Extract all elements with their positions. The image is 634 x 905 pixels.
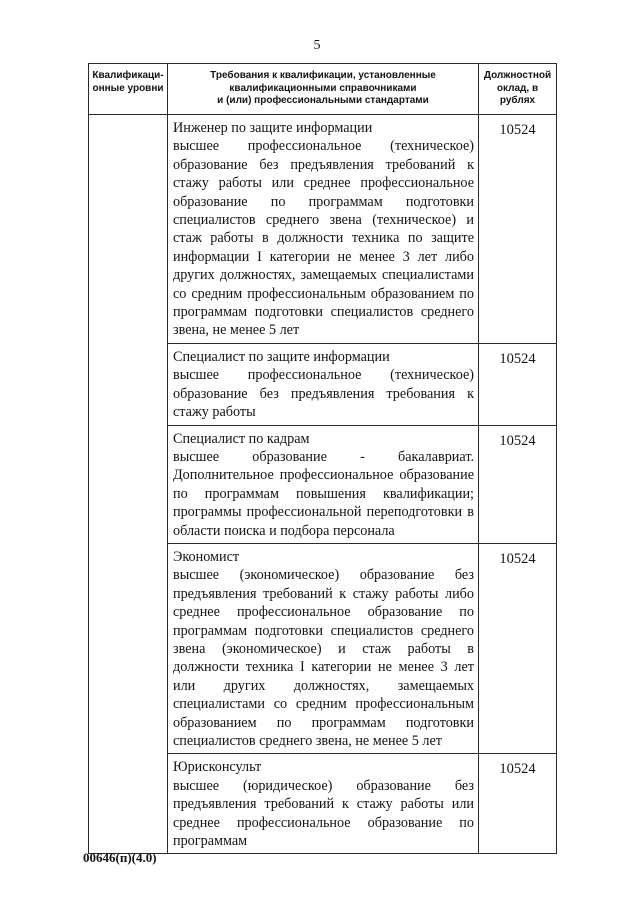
position-title: Инженер по защите информации [173,120,373,136]
salary-cell: 10524 [479,425,557,543]
table-header-row [89,64,557,115]
position-title: Специалист по кадрам [173,430,310,447]
position-title: Юрисконсульт [173,759,262,776]
level-cell [89,115,168,854]
position-requirements: высшее (юридическое) образование без предъявления требований к стажу работы или среднее профессиональное образование по программам [173,777,474,850]
position-requirements: высшее профессиональное (техническое) образование без предъявления требований к стажу работы или среднее профессиональное образование по программам подготовки специалистов среднего звена (техническое) и стаж работы в должности техника по защите информации I категории не менее 3 лет либо других должностях, замещаемых специалистами со средним профессиональным образованием по программам подготовки специалистов среднего звена, не менее 5 лет [173,138,474,339]
position-requirements: высшее (экономическое) образование без предъявления требований к стажу работы либо среднее профессиональное образование по программам подготовки специалистов среднего звена (экономическое) и стаж работы в должности техника I категории не менее 3 лет или других должностях, замещаемых специалистами со средним профессиональным образованием по программам подготовки специалистов среднего звена, не менее 5 лет [173,567,474,749]
document-code: 00646(п)(4.0) [83,850,157,865]
salary-cell: 10524 [479,343,557,425]
header-salary: Должностной оклад, в рублях [479,64,557,115]
requirements-cell [168,343,479,425]
table-row [89,115,557,344]
position-requirements: высшее профессиональное (техническое) образование без предъявления требования к стажу работы [173,367,474,421]
qualification-table [88,63,557,854]
requirements-cell [168,543,479,753]
requirements-cell [168,754,479,854]
position-requirements: высшее образование - бакалавриат. Дополнительное профессиональное образование по программам повышения квалификации; программы профессиональной переподготовки в области поиска и подбора персонала [173,448,474,539]
salary-cell: 10524 [479,543,557,753]
requirements-cell [168,425,479,543]
header-requirements: Требования к квалификации, установленные квалификационными справочниками и (или) профессиональными стандартами [168,64,479,115]
header-level: Квалификаци- онные уровни [89,64,168,115]
page-number: 5 [313,38,321,53]
requirements-cell [168,115,479,344]
salary-cell: 10524 [479,754,557,854]
position-title: Специалист по защите информации [173,348,390,365]
position-title: Экономист [173,548,240,565]
salary-cell: 10524 [479,115,557,344]
